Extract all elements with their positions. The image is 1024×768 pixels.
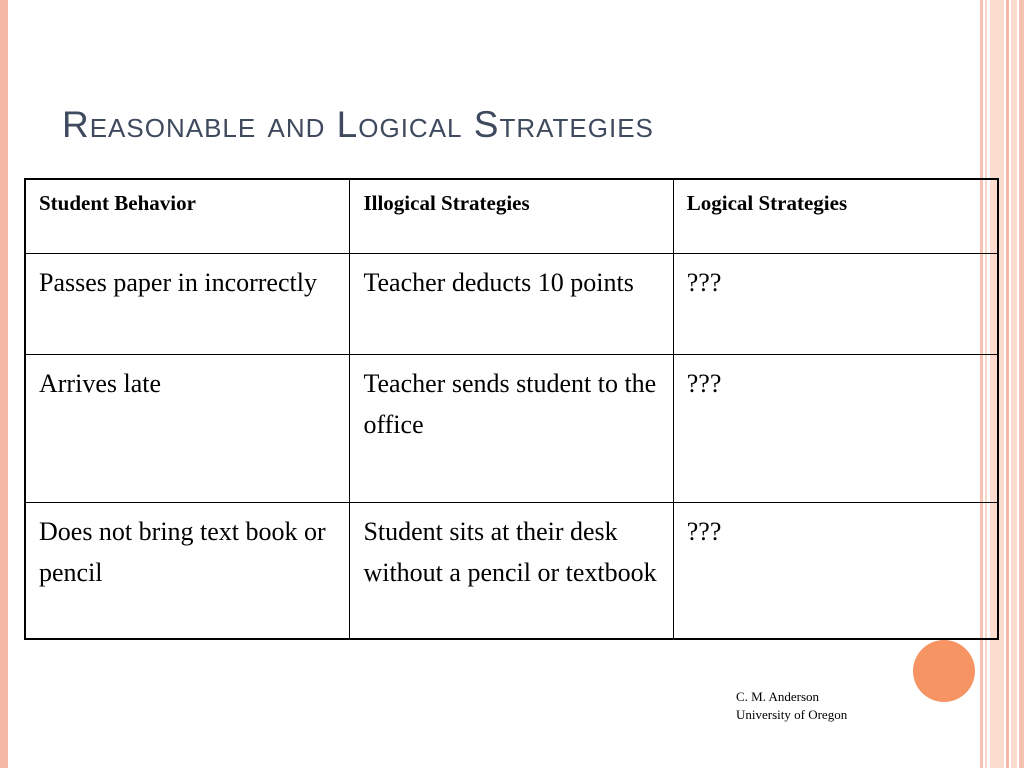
credit-author: C. M. Anderson <box>736 689 820 704</box>
header-logical-strategies: Logical Strategies <box>673 179 998 254</box>
cell-logical: ??? <box>673 355 998 503</box>
cell-behavior: Passes paper in incorrectly <box>25 254 350 355</box>
strategies-table <box>24 178 999 640</box>
right-stripe <box>1019 0 1024 768</box>
cell-logical: ??? <box>673 254 998 355</box>
cell-logical: ??? <box>673 503 998 640</box>
decorative-circle <box>913 640 975 702</box>
cell-behavior: Arrives late <box>25 355 350 503</box>
left-decorative-stripe <box>0 0 8 768</box>
header-student-behavior: Student Behavior <box>25 179 350 254</box>
right-stripe <box>1006 0 1009 768</box>
cell-illogical: Student sits at their desk without a pencil or textbook <box>350 503 673 640</box>
cell-illogical: Teacher deducts 10 points <box>350 254 673 355</box>
header-illogical-strategies: Illogical Strategies <box>350 179 673 254</box>
credit-affiliation: University of Oregon <box>736 707 848 722</box>
slide-title: Reasonable and Logical Strategies <box>62 104 654 145</box>
table-row <box>25 355 998 503</box>
cell-illogical: Teacher sends student to the office <box>350 355 673 503</box>
table-row <box>25 503 998 640</box>
table-header-row <box>25 179 998 254</box>
credit-block <box>736 688 847 724</box>
table-row <box>25 254 998 355</box>
cell-behavior: Does not bring text book or pencil <box>25 503 350 640</box>
right-stripe <box>1011 0 1017 768</box>
